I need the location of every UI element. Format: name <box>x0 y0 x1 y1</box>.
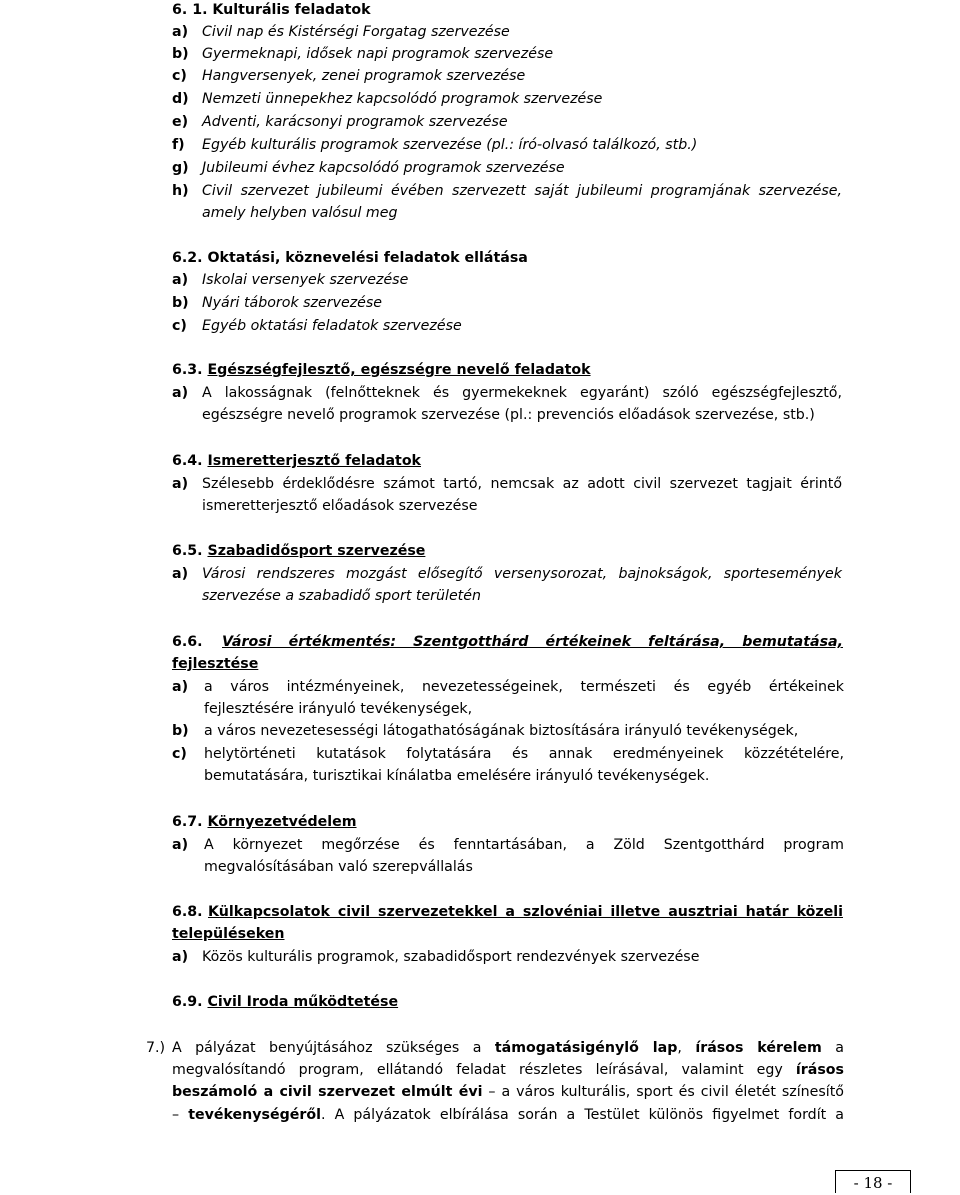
section-6-9-heading: 6.9. Civil Iroda működtetése <box>172 994 399 1010</box>
list-item-text: A lakosságnak (felnőtteknek és gyermekeknek egyaránt) szóló egészségfejlesztő, <box>202 385 842 401</box>
document-page: 6. 1. Kulturális feladatok a) Civil nap és Kistérségi Forgatag szervezése b) Gyermeknapi, idősek napi programok szervezése c) Hangversenyek, zenei programok szervezése d) Nemzeti ünnepekhez kapcsolódó programok szervezése e) Adventi, karácsonyi programok szervezése f) Egyéb kulturális programok szervezése (pl.: író-olvasó találkozó, stb.) g) Jubileumi évhez kapcsolódó programok szervezése h) Civil szervezet jubileumi évében szervezett saját jubileumi programjának szervezése, amely helyben valósul meg 6.2. Oktatási, köznevelési feladatok ellátása a) Iskolai versenyek szervezése b) Nyári táborok szervezése c) Egyéb oktatási feladatok szervezése 6.3. Egészségfejlesztő, egészségre nevelő feladatok a) A lakosságnak (felnőtteknek és gyermekeknek egyaránt) szóló egészségfejlesztő, egészségre nevelő programok szervezése (pl.: prevenciós előadások szervezése, stb.) 6.4. Ismeretterjesztő feladatok a) Szélesebb érdeklődésre számot tartó, nemcsak az adott civil szervezet tagjait érintő ismeretterjesztő előadások szervezése 6.5. Szabadidősport szervezése a) Városi rendszeres mozgást elősegítő versenysorozat, bajnokságok, sportesemények szervezése a szabadidő sport területén 6.6. Városi értékmentés: Szentgotthárd értékeinek feltárása, bemutatása, fejlesztése a) a város intézményeinek, nevezetességeinek, természeti és egyéb értékeinek fejlesztésére irányuló tevékenységek, b) a város nevezetesességi látogathatóságának biztosítására irányuló tevékenységek, c) helytörténeti kutatások folytatására és annak eredményeinek közzétételére, bemutatására, turisztikai kínálatba emelésére irányuló tevékenységek. 6.7. Környezetvédelem a) A környezet megőrzése és fenntartásában, a Zöld Szentgotthárd program megvalósításában való szerepvállalás 6.8. Külkapcsolatok civil szervezetekkel a szlovéniai illetve ausztriai határ közeli településeken a) Közös kulturális programok, szabadidősport rendezvények szervezése 6.9. Civil Iroda működtetése 7.) A pályázat benyújtásához szükséges a támogatásigénylő lap, írásos kérelem a megvalósítandó program, ellátandó feladat részletes leírásával, valamint egy írásos beszámoló a civil szervezet elmúlt évi – a város kulturális, sport és civil életét színesítő – tevékenységéről. A pályázatok elbírálása során a Testület különös figyelmet fordít a - 18 - <box>0 0 960 1192</box>
list-item-text: ismeretterjesztő előadások szervezése <box>202 498 478 514</box>
list-item-text: helytörténeti kutatások folytatására és annak eredményeinek közzétételére, <box>204 746 844 762</box>
list-item-text: Városi rendszeres mozgást elősegítő versenysorozat, bajnokságok, sportesemények <box>202 566 842 582</box>
list-item-text: bemutatására, turisztikai kínálatba emelésére irányuló tevékenységek. <box>204 768 710 784</box>
list-item-text: megvalósításában való szerepvállalás <box>204 859 473 875</box>
list-item-text: a város intézményeinek, nevezetességeinek, természeti és egyéb értékeinek <box>204 679 844 695</box>
paragraph-line: – tevékenységéről. A pályázatok elbírálása során a Testület különös figyelmet fordít a <box>172 1107 845 1123</box>
section-6-8-heading: 6.8. Külkapcsolatok civil szervezetekkel a szlovéniai illetve ausztriai határ közeli <box>172 904 843 920</box>
section-6-7-heading: 6.7. Környezetvédelem <box>172 814 357 830</box>
list-item-text: fejlesztésére irányuló tevékenységek, <box>204 701 473 717</box>
list-item-text: amely helyben valósul meg <box>202 205 398 221</box>
list-item-text: A környezet megőrzése és fenntartásában, a Zöld Szentgotthárd program <box>204 837 844 853</box>
section-6-2-heading: 6.2. Oktatási, köznevelési feladatok ellátása <box>172 250 528 266</box>
list-item-text: szervezése a szabadidő sport területén <box>202 588 481 604</box>
section-6-6-heading-cont: fejlesztése <box>172 656 259 672</box>
section-6-4-heading: 6.4. Ismeretterjesztő feladatok <box>172 453 421 469</box>
section-6-1-heading: 6. 1. Kulturális feladatok <box>172 2 371 18</box>
paragraph-line: beszámoló a civil szervezet elmúlt évi – a város kulturális, sport és civil életét színesítő <box>172 1084 844 1100</box>
paragraph-line: megvalósítandó program, ellátandó feladat részletes leírásával, valamint egy írásos <box>172 1062 844 1078</box>
list-item-text: egészségre nevelő programok szervezése (pl.: prevenciós előadások szervezése, stb.) <box>202 407 815 423</box>
section-6-8-heading-cont: településeken <box>172 926 285 942</box>
page-number: - 18 - <box>835 1170 911 1193</box>
paragraph-line: A pályázat benyújtásához szükséges a támogatásigénylő lap, írásos kérelem a <box>172 1040 844 1056</box>
list-item-text: Szélesebb érdeklődésre számot tartó, nemcsak az adott civil szervezet tagjait érintő <box>202 476 842 492</box>
list-item-text: Civil szervezet jubileumi évében szervezett saját jubileumi programjának szervezése, <box>202 183 842 199</box>
paragraph-7-number: 7.) <box>146 1040 166 1056</box>
section-6-6-heading: 6.6. Városi értékmentés: Szentgotthárd értékeinek feltárása, bemutatása, <box>172 634 843 650</box>
section-6-5-heading: 6.5. Szabadidősport szervezése <box>172 543 426 559</box>
section-6-3-heading: 6.3. Egészségfejlesztő, egészségre nevelő feladatok <box>172 362 591 378</box>
